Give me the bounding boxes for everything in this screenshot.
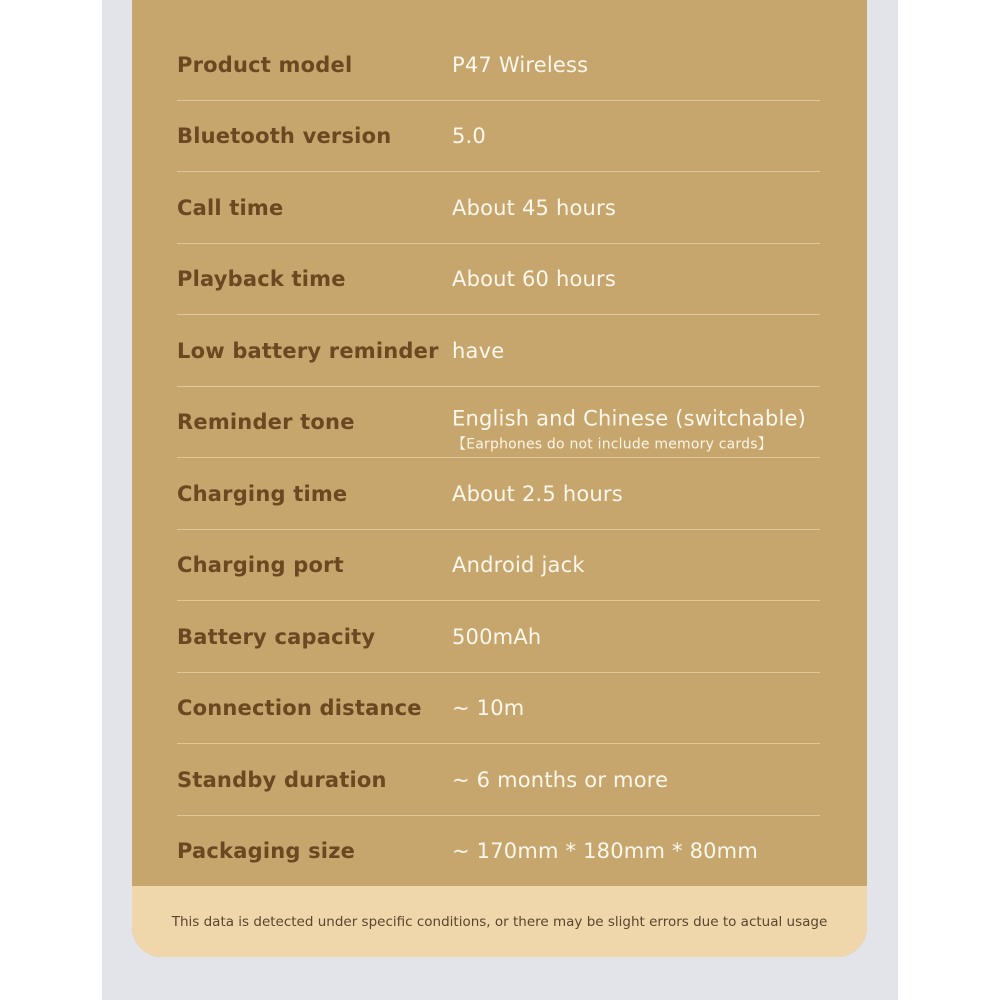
spec-row-bluetooth-version <box>177 101 820 173</box>
spec-label: Reminder tone <box>177 410 355 435</box>
spec-row-standby-duration <box>177 744 820 816</box>
spec-row-reminder-tone <box>177 387 820 459</box>
spec-label: Call time <box>177 195 284 220</box>
spec-row-playback-time <box>177 244 820 316</box>
spec-value: ~ 10m <box>452 696 525 721</box>
spec-row-battery-capacity <box>177 601 820 673</box>
spec-row-low-battery-reminder <box>177 315 820 387</box>
spec-value: About 45 hours <box>452 195 617 220</box>
spec-value: About 2.5 hours <box>452 481 623 506</box>
spec-row-product-model <box>177 29 820 101</box>
spec-label: Playback time <box>177 267 346 292</box>
disclaimer-footer <box>132 886 867 957</box>
spec-row-packaging-size <box>177 815 820 887</box>
spec-label: Packaging size <box>177 838 356 863</box>
spec-value: 500mAh <box>452 624 542 649</box>
spec-value: ~ 170mm * 180mm * 80mm <box>452 838 758 863</box>
spec-value: have <box>452 338 505 363</box>
spec-value: About 60 hours <box>452 267 617 292</box>
spec-label: Low battery reminder <box>177 338 439 363</box>
disclaimer-text: This data is detected under specific conditions, or there may be slight errors due to actual usage <box>171 913 828 930</box>
spec-label: Product model <box>177 52 353 77</box>
spec-value-main: English and Chinese (switchable) <box>452 406 807 431</box>
spec-value <box>452 407 806 454</box>
spec-label: Charging time <box>177 481 348 506</box>
spec-row-call-time <box>177 172 820 244</box>
spec-row-charging-time <box>177 458 820 530</box>
spec-card <box>132 0 867 957</box>
spec-value: Android jack <box>452 553 585 578</box>
spec-value: ~ 6 months or more <box>452 767 669 792</box>
spec-row-charging-port <box>177 530 820 602</box>
spec-row-connection-distance <box>177 673 820 745</box>
spec-value: 5.0 <box>452 124 486 149</box>
spec-label: Connection distance <box>177 696 422 721</box>
spec-label: Charging port <box>177 553 344 578</box>
spec-value: P47 Wireless <box>452 52 589 77</box>
spec-label: Standby duration <box>177 767 387 792</box>
spec-value-note: 【Earphones do not include memory cards】 <box>452 436 772 453</box>
spec-label: Battery capacity <box>177 624 376 649</box>
spec-label: Bluetooth version <box>177 124 392 149</box>
